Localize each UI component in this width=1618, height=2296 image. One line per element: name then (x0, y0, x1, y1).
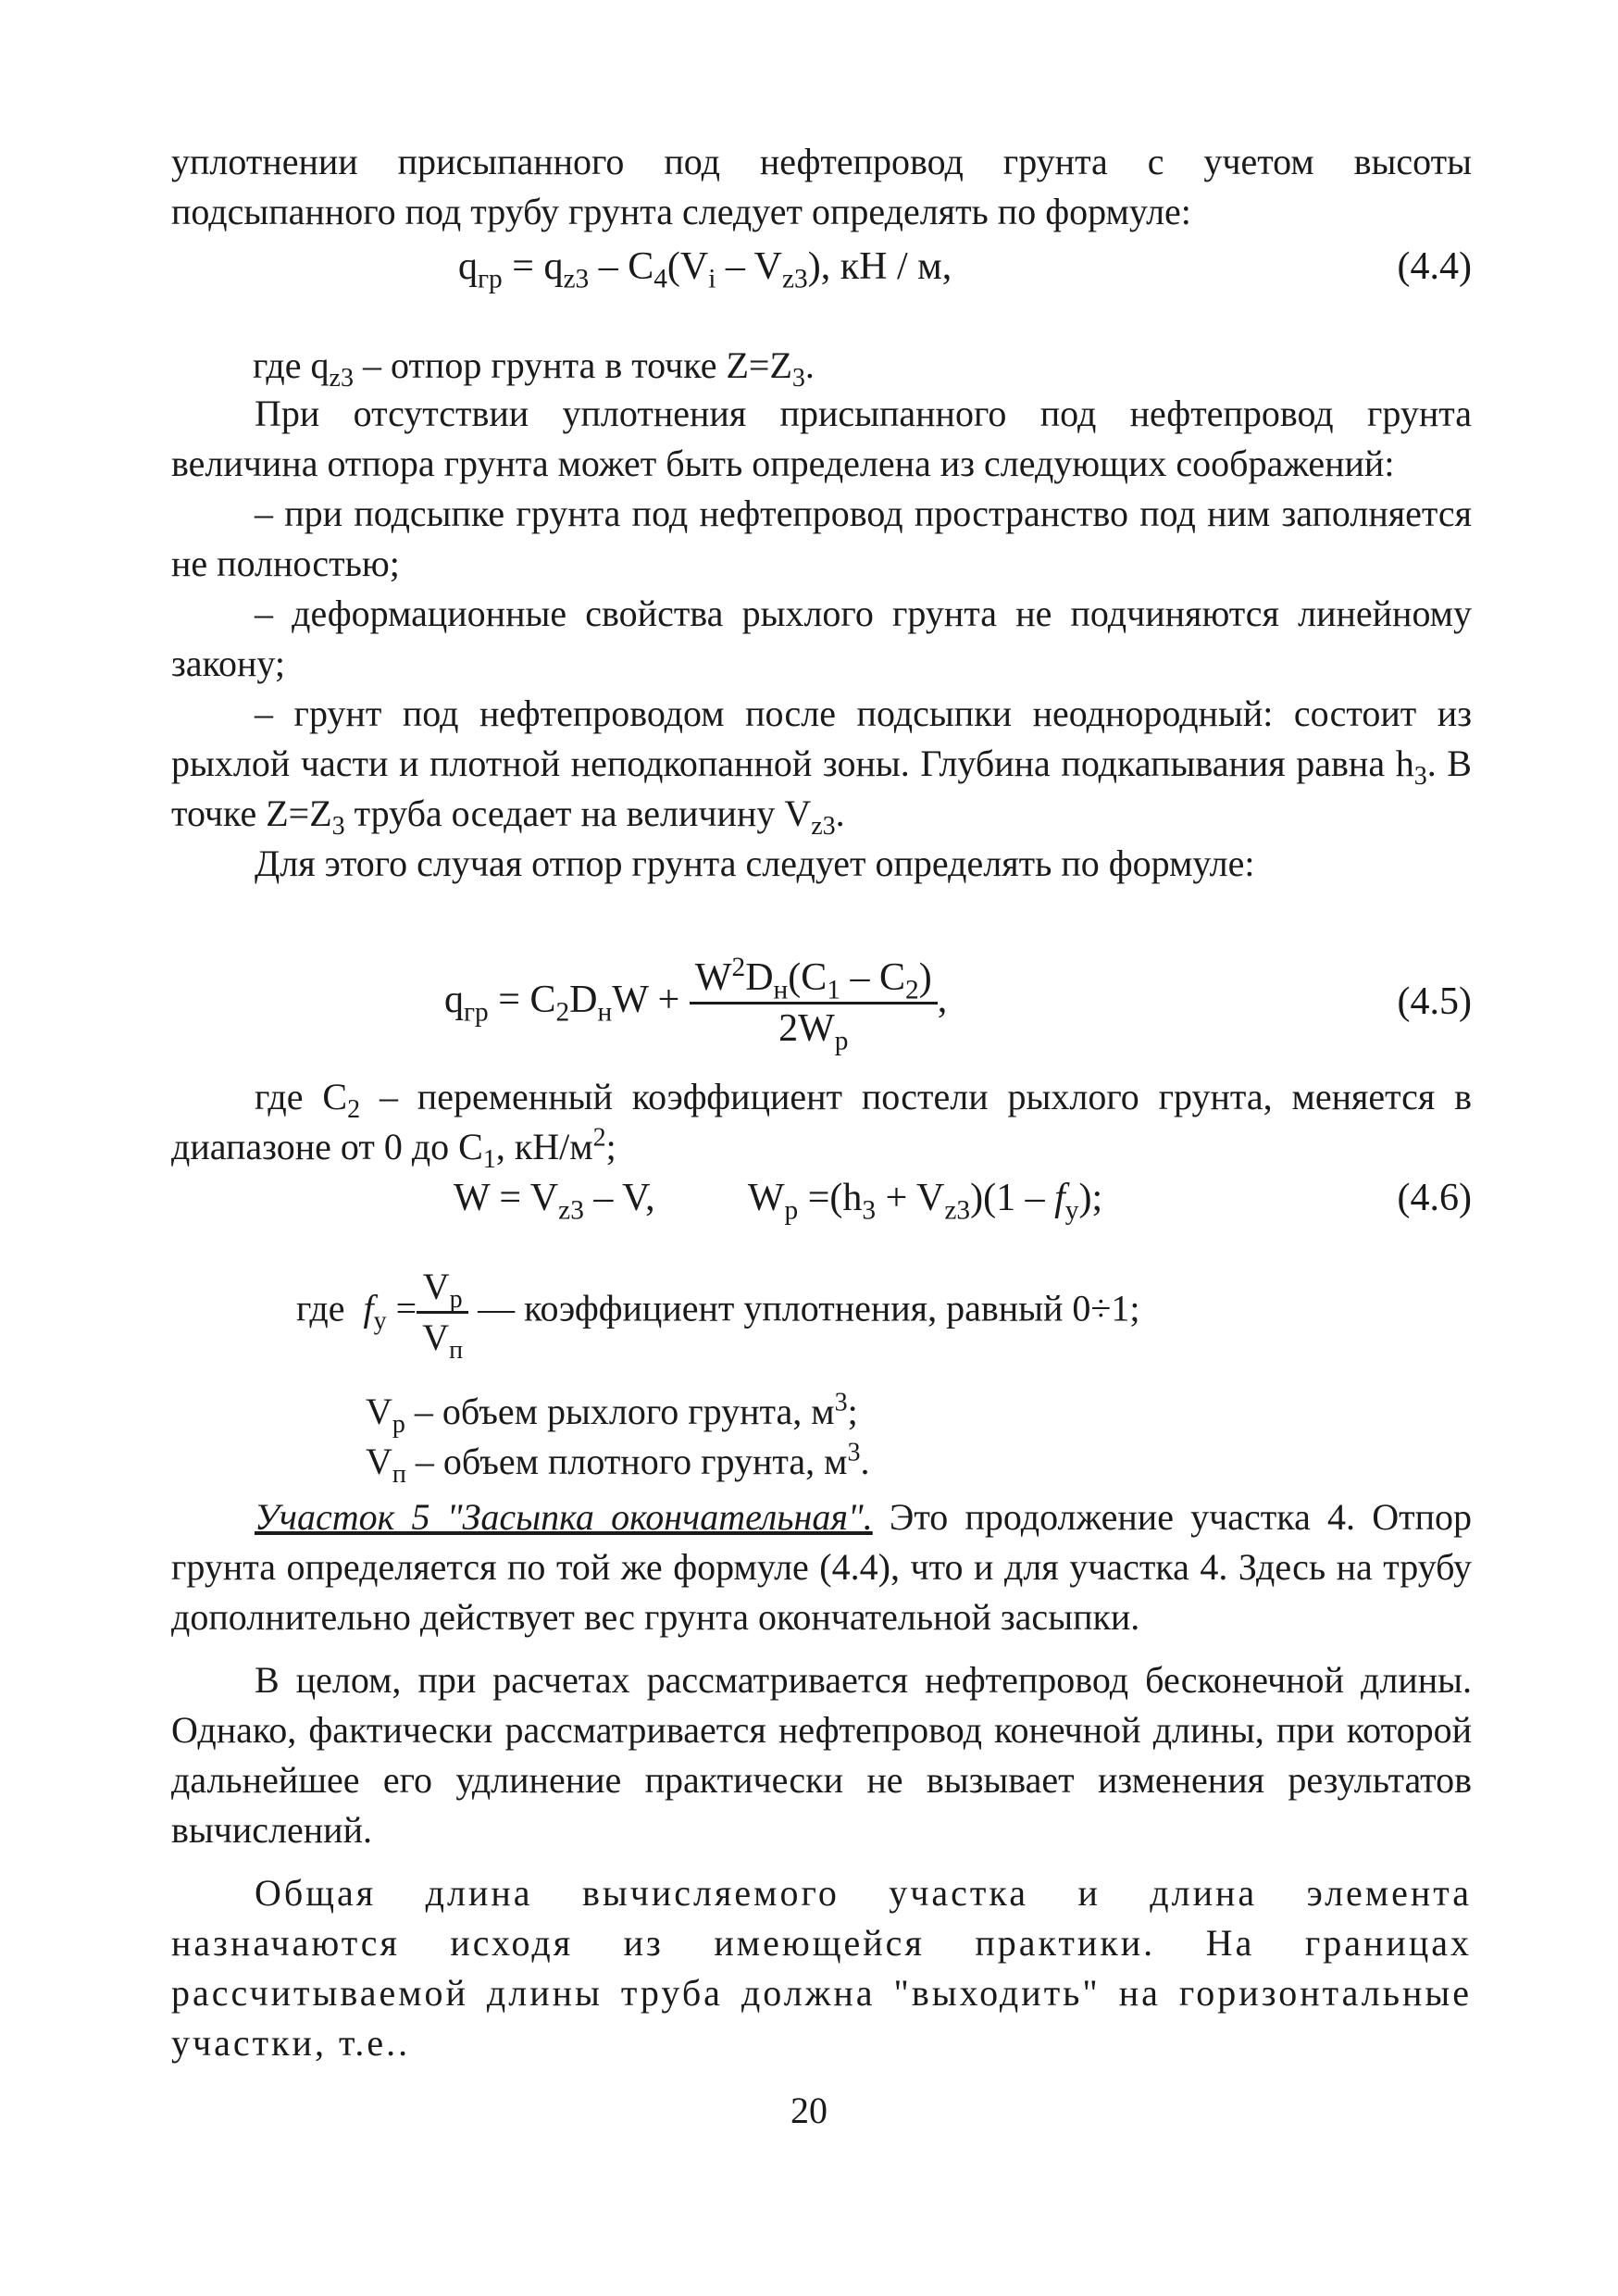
formula-4-5-number: (4.5) (1397, 980, 1472, 1023)
section-5-block (171, 1492, 1472, 2068)
fy-definition (171, 1241, 1472, 1370)
formula-4-5 (171, 935, 1472, 1055)
formula-4-5-expression: $q_{гр} = C_2D_нW$ + $\frac{W^2D_н(C_1 - C_2)}{2W_р}$ , (444, 953, 948, 1056)
volume-definitions (366, 1387, 1199, 1487)
fy-expression: где $f_у$ = $\frac{V_р}{V_п}$ — коэффициент уплотнения, равный 0÷1; (296, 1263, 1139, 1362)
formula-4-4-expression: $q_{гр} = q_{z3} - C_4(V_i - V_{z3})$, кН / м, (458, 245, 952, 294)
formula-4-6 (171, 1174, 1472, 1229)
para2-text: Для этого случая отпор грунта следует определять по формуле: (255, 842, 1255, 884)
formula-4-4 (171, 243, 1472, 298)
para3-text: В целом, при расчетах рассматривается нефтепровод бесконечной длины. Однако, фактически рассматривается нефтепровод конечной длины, при которой дальнейшее его удлинение практически не вызывает изменения результатов вычислений. (171, 1659, 1472, 1851)
para4-text: Общая длина вычисляемого участка и длина элемента назначаются исходя из имеющейся практики. На границах рассчитываемой длины труба должна "выходить" на горизонтальные участки, т.е.. (171, 1872, 1472, 2064)
formula-4-6-expression: $W = V_{z3} - V$, $W_р =(h_3 + V_{z3})(1 - f_у)$; (454, 1177, 1103, 1226)
vp-line: $V_р$ – объем рыхлого грунта, $м^3$; (366, 1388, 858, 1439)
bullet-1: – при подсыпке грунта под нефтепровод пространство под ним заполняется не полностью; (171, 493, 1472, 584)
formula-4-4-number: (4.4) (1397, 245, 1472, 288)
conditions-block (171, 389, 1472, 889)
formula-4-5-fraction: $\frac{W^2D_н(C_1 - C_2)}{2W_р}$ (690, 954, 938, 1053)
where-q-line: где $q_{z3}$ – отпор грунта в точке $Z=Z_3$. (253, 344, 815, 393)
bullet-2: – деформационные свойства рыхлого грунта не подчиняются линейному закону; (171, 593, 1472, 684)
formula-4-6-number: (4.6) (1397, 1177, 1472, 1219)
fy-fraction: $\frac{V_р}{V_п}$ (417, 1263, 468, 1362)
para1-text: При отсутствии уплотнения присыпанного под нефтепровод грунта величина отпора грунта может быть определена из следующих соображений: (171, 393, 1472, 484)
intro-paragraph (171, 137, 1472, 237)
section-5-paragraph: Участок 5 "Засыпка окончательная". Это продолжение участка 4. Отпор грунта определяется по той же формуле (4.4), что и для участка 4. Здесь на трубу дополнительно действует вес грунта окончательной засыпки. (171, 1496, 1472, 1638)
intro-text: уплотнении присыпанного под нефтепровод грунта с учетом высоты подсыпанного под трубу грунта следует определять по формуле: (171, 141, 1472, 232)
page-number: 20 (790, 2090, 828, 2131)
section-5-title: Участок 5 "Засыпка окончательная". (255, 1496, 873, 1538)
where-c2-block: где $C_2$ – переменный коэффициент постели рыхлого грунта, меняется в диапазоне от 0 до $C_1$, $кН/м^2$; (171, 1076, 1472, 1174)
vn-line: $V_п$ – объем плотного грунта, $м^3$. (366, 1438, 870, 1489)
bullet-3: – грунт под нефтепроводом после подсыпки неоднородный: состоит из рыхлой части и плотной неподкопанной зоны. Глубина подкапывания равна $h_3$. В точке $Z=Z_3$ труба оседает на величину $V_{z3}$. (171, 693, 1472, 841)
